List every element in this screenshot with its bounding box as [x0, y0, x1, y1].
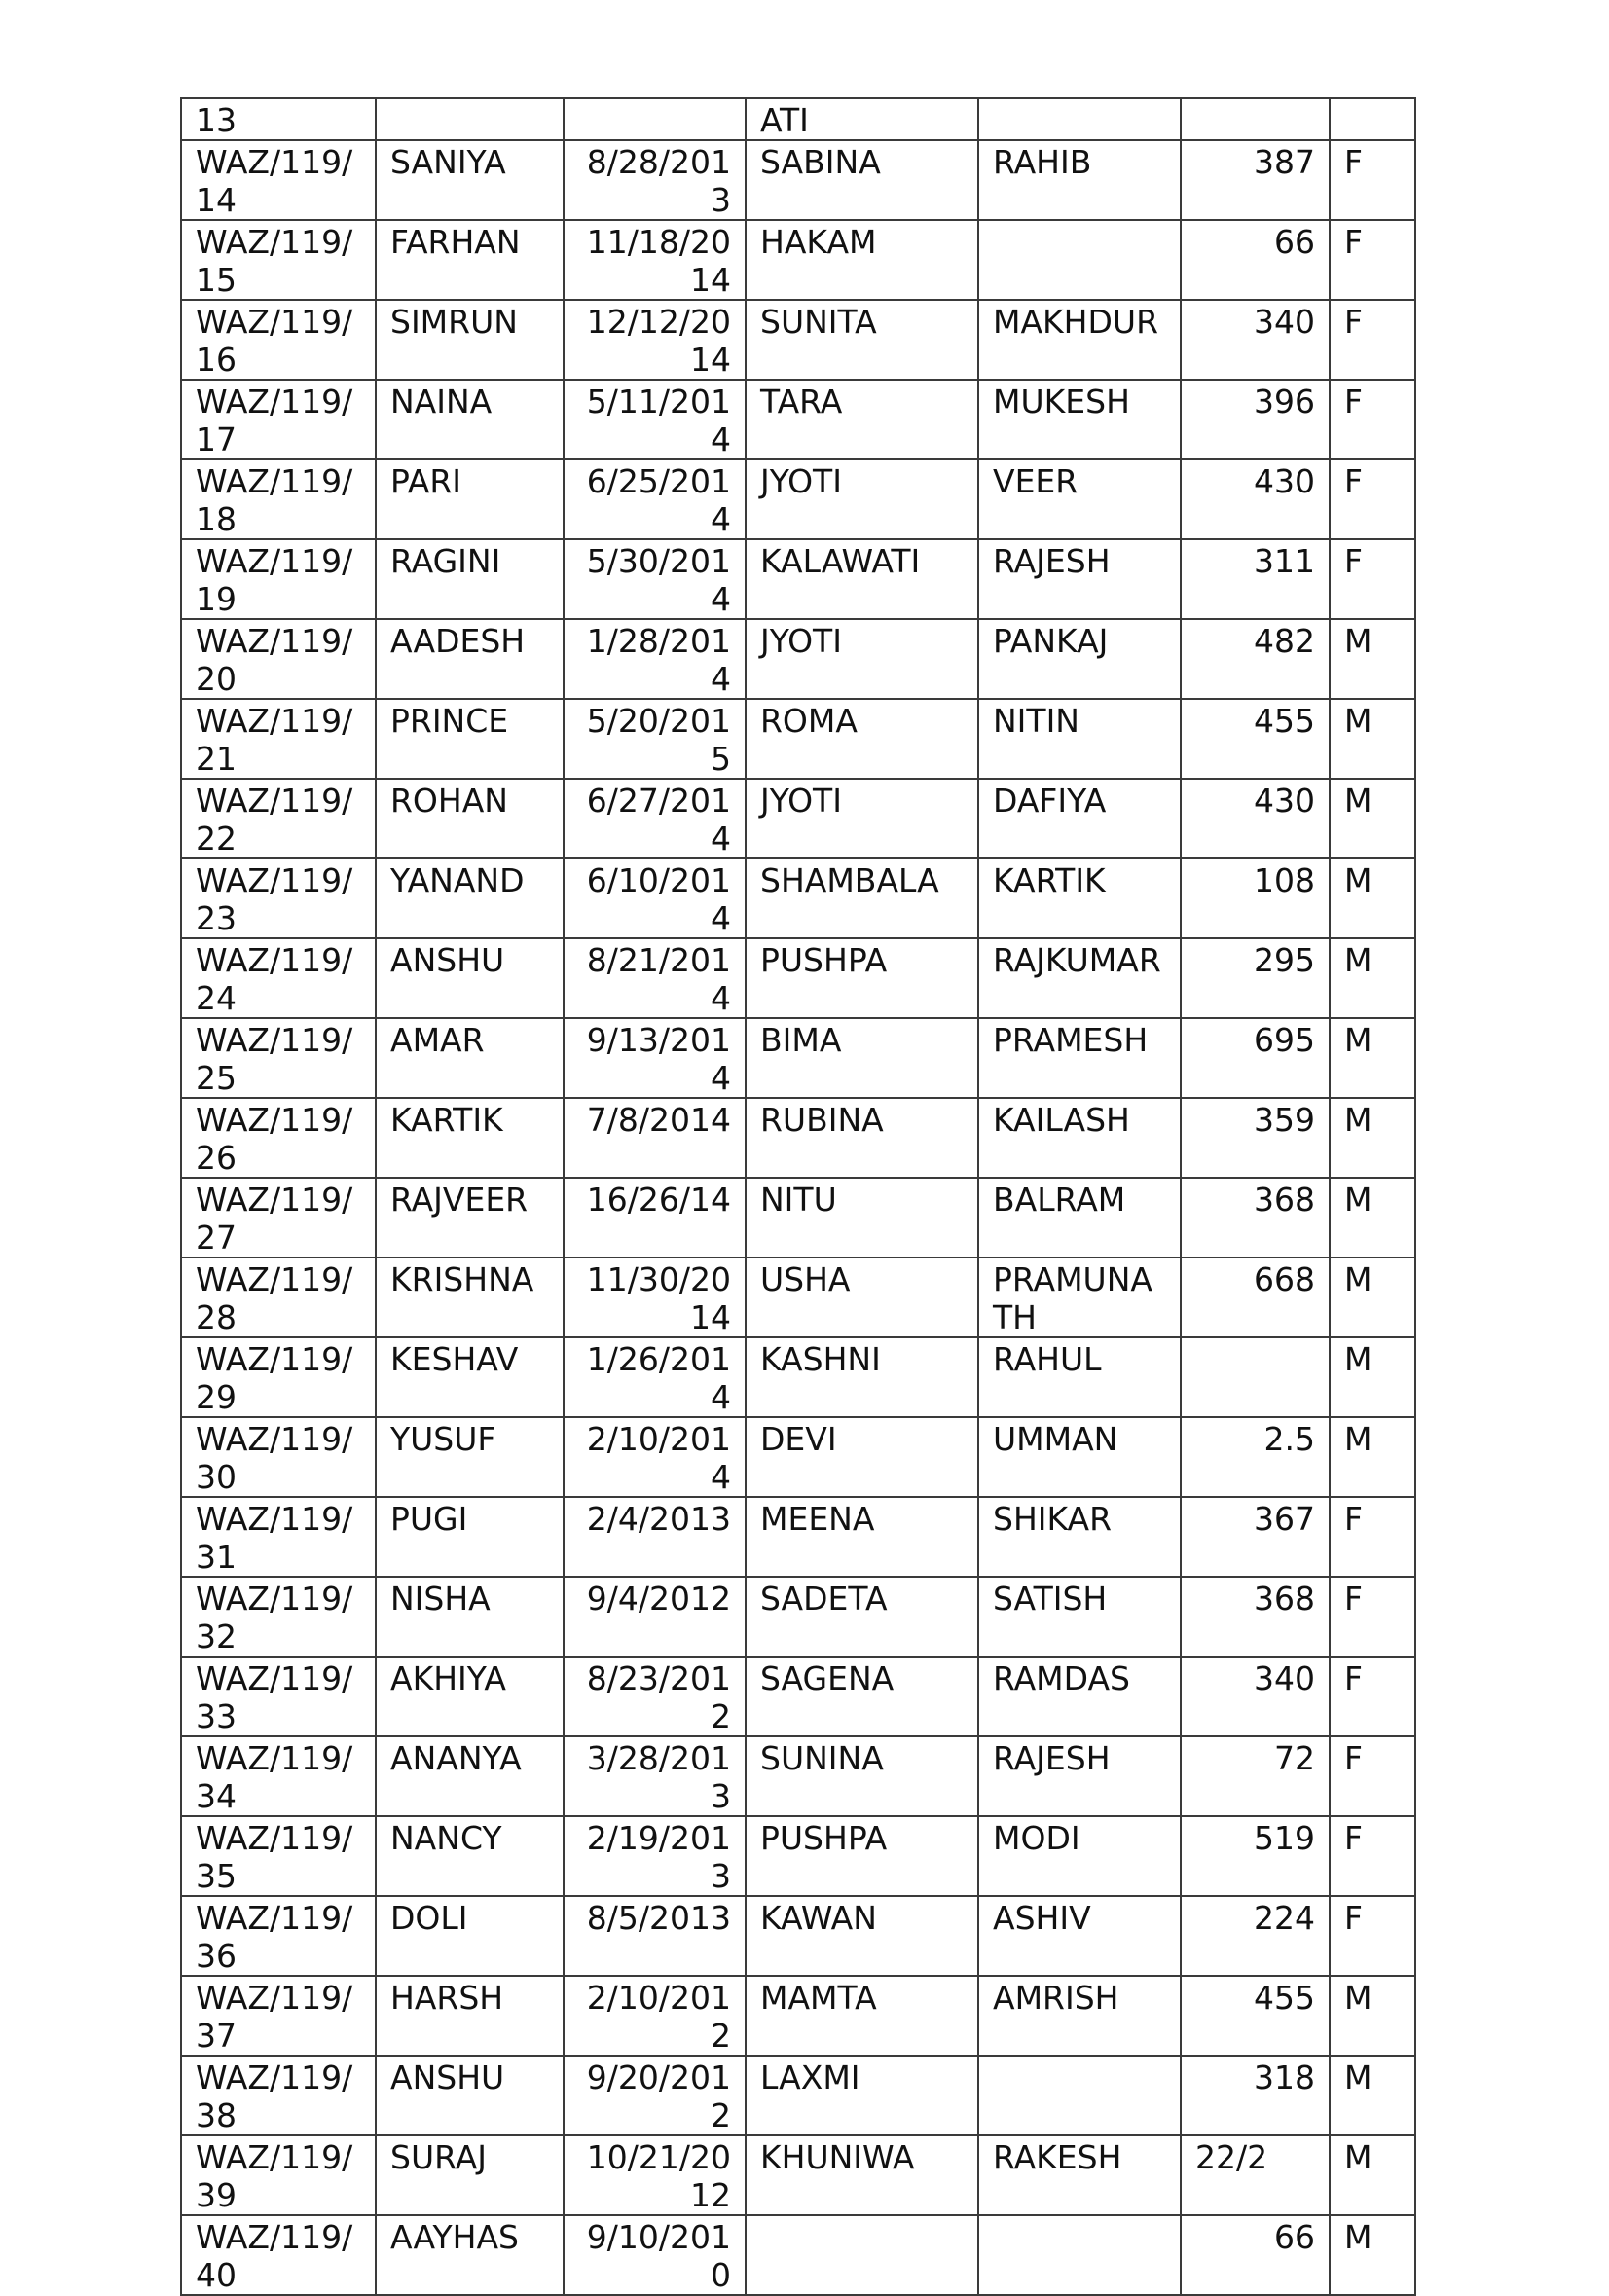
cell-mother: HAKAM — [746, 220, 978, 300]
cell-father: UMMAN — [978, 1417, 1181, 1497]
table-row — [181, 1577, 1415, 1657]
cell-id: WAZ/119/18 — [181, 459, 376, 539]
cell-father: PRAMUNATH — [978, 1257, 1181, 1337]
cell-id: WAZ/119/31 — [181, 1497, 376, 1577]
cell-value: 318 — [1181, 2056, 1330, 2135]
cell-id: WAZ/119/25 — [181, 1018, 376, 1098]
cell-dob: 1/28/2014 — [564, 619, 746, 699]
cell-dob: 12/12/2014 — [564, 300, 746, 380]
cell-value: 430 — [1181, 779, 1330, 858]
cell-mother: MAMTA — [746, 1976, 978, 2056]
cell-dob: 2/19/2013 — [564, 1816, 746, 1896]
cell-mother: SADETA — [746, 1577, 978, 1657]
cell-gender: M — [1330, 1337, 1415, 1417]
cell-gender: M — [1330, 1976, 1415, 2056]
cell-name: NISHA — [376, 1577, 564, 1657]
cell-father: KAILASH — [978, 1098, 1181, 1178]
table-row — [181, 1976, 1415, 2056]
table-row — [181, 779, 1415, 858]
cell-dob: 1/26/2014 — [564, 1337, 746, 1417]
cell-name: AADESH — [376, 619, 564, 699]
cell-name: PRINCE — [376, 699, 564, 779]
cell-father: MODI — [978, 1816, 1181, 1896]
cell-gender: M — [1330, 2135, 1415, 2215]
cell-id: WAZ/119/38 — [181, 2056, 376, 2135]
cell-dob: 2/4/2013 — [564, 1497, 746, 1577]
cell-father: RAKESH — [978, 2135, 1181, 2215]
cell-mother: KAWAN — [746, 1896, 978, 1976]
cell-gender: M — [1330, 2215, 1415, 2295]
cell-id: WAZ/119/16 — [181, 300, 376, 380]
cell-id: WAZ/119/20 — [181, 619, 376, 699]
cell-gender: M — [1330, 1178, 1415, 1257]
table-row — [181, 1257, 1415, 1337]
cell-father: RAJKUMAR — [978, 938, 1181, 1018]
cell-value: 72 — [1181, 1736, 1330, 1816]
cell-name: KESHAV — [376, 1337, 564, 1417]
cell-father: PANKAJ — [978, 619, 1181, 699]
cell-father: SHIKAR — [978, 1497, 1181, 1577]
cell-father: SATISH — [978, 1577, 1181, 1657]
table-row — [181, 1337, 1415, 1417]
cell-id: WAZ/119/28 — [181, 1257, 376, 1337]
cell-dob: 2/10/2014 — [564, 1417, 746, 1497]
cell-name: YANAND — [376, 858, 564, 938]
cell-id: WAZ/119/35 — [181, 1816, 376, 1896]
cell-gender: F — [1330, 140, 1415, 220]
cell-dob: 10/21/2012 — [564, 2135, 746, 2215]
cell-gender: M — [1330, 1257, 1415, 1337]
cell-gender: F — [1330, 1896, 1415, 1976]
table-row — [181, 140, 1415, 220]
cell-id: WAZ/119/39 — [181, 2135, 376, 2215]
table-row — [181, 619, 1415, 699]
cell-dob: 9/4/2012 — [564, 1577, 746, 1657]
table-row — [181, 1417, 1415, 1497]
cell-father: RAMDAS — [978, 1657, 1181, 1736]
cell-name: DOLI — [376, 1896, 564, 1976]
cell-value: 22/2 — [1181, 2135, 1330, 2215]
cell-father: DAFIYA — [978, 779, 1181, 858]
cell-value: 482 — [1181, 619, 1330, 699]
cell-name: SURAJ — [376, 2135, 564, 2215]
cell-value: 367 — [1181, 1497, 1330, 1577]
cell-dob: 5/11/2014 — [564, 380, 746, 459]
cell-mother: BIMA — [746, 1018, 978, 1098]
cell-value: 224 — [1181, 1896, 1330, 1976]
cell-dob: 3/28/2013 — [564, 1736, 746, 1816]
cell-dob: 6/25/2014 — [564, 459, 746, 539]
cell-dob: 8/23/2012 — [564, 1657, 746, 1736]
cell-mother: RUBINA — [746, 1098, 978, 1178]
table-row — [181, 1657, 1415, 1736]
cell-id: WAZ/119/24 — [181, 938, 376, 1018]
cell-mother: PUSHPA — [746, 1816, 978, 1896]
cell-father: KARTIK — [978, 858, 1181, 938]
cell-dob: 9/13/2014 — [564, 1018, 746, 1098]
cell-name: NAINA — [376, 380, 564, 459]
cell-gender: F — [1330, 220, 1415, 300]
cell-value: 455 — [1181, 699, 1330, 779]
cell-mother: KHUNIWA — [746, 2135, 978, 2215]
table-row — [181, 380, 1415, 459]
cell-id: WAZ/119/27 — [181, 1178, 376, 1257]
cell-value: 387 — [1181, 140, 1330, 220]
cell-name: AMAR — [376, 1018, 564, 1098]
cell-mother: ATI — [746, 98, 978, 140]
cell-id: WAZ/119/34 — [181, 1736, 376, 1816]
cell-father — [978, 98, 1181, 140]
table-row — [181, 699, 1415, 779]
cell-gender: F — [1330, 1577, 1415, 1657]
cell-gender: F — [1330, 539, 1415, 619]
cell-father: ASHIV — [978, 1896, 1181, 1976]
cell-dob — [564, 98, 746, 140]
cell-dob: 2/10/2012 — [564, 1976, 746, 2056]
cell-gender — [1330, 98, 1415, 140]
cell-id: WAZ/119/36 — [181, 1896, 376, 1976]
cell-gender: F — [1330, 459, 1415, 539]
cell-father: MUKESH — [978, 380, 1181, 459]
cell-mother: ROMA — [746, 699, 978, 779]
cell-id: WAZ/119/14 — [181, 140, 376, 220]
cell-name: NANCY — [376, 1816, 564, 1896]
cell-value: 668 — [1181, 1257, 1330, 1337]
cell-mother: DEVI — [746, 1417, 978, 1497]
table-row — [181, 1098, 1415, 1178]
table-row — [181, 539, 1415, 619]
table-row — [181, 2056, 1415, 2135]
cell-id: WAZ/119/32 — [181, 1577, 376, 1657]
cell-id: WAZ/119/26 — [181, 1098, 376, 1178]
cell-name: ANANYA — [376, 1736, 564, 1816]
cell-name: ROHAN — [376, 779, 564, 858]
cell-name: FARHAN — [376, 220, 564, 300]
table-row — [181, 1736, 1415, 1816]
cell-value — [1181, 1337, 1330, 1417]
table-row — [181, 1178, 1415, 1257]
cell-gender: M — [1330, 1018, 1415, 1098]
register-table — [180, 97, 1416, 2296]
cell-dob: 8/5/2013 — [564, 1896, 746, 1976]
cell-name: KARTIK — [376, 1098, 564, 1178]
cell-mother: JYOTI — [746, 459, 978, 539]
table-row — [181, 2135, 1415, 2215]
table-row — [181, 1018, 1415, 1098]
cell-name: ANSHU — [376, 2056, 564, 2135]
cell-id: WAZ/119/15 — [181, 220, 376, 300]
cell-id: WAZ/119/29 — [181, 1337, 376, 1417]
cell-id: WAZ/119/40 — [181, 2215, 376, 2295]
cell-gender: F — [1330, 380, 1415, 459]
cell-name: ANSHU — [376, 938, 564, 1018]
cell-value: 368 — [1181, 1178, 1330, 1257]
cell-id: 13 — [181, 98, 376, 140]
cell-dob: 11/18/2014 — [564, 220, 746, 300]
cell-father: VEER — [978, 459, 1181, 539]
table-row — [181, 98, 1415, 140]
cell-value: 340 — [1181, 1657, 1330, 1736]
cell-value: 66 — [1181, 2215, 1330, 2295]
cell-father — [978, 2056, 1181, 2135]
cell-dob: 6/27/2014 — [564, 779, 746, 858]
table-row — [181, 1497, 1415, 1577]
cell-mother: JYOTI — [746, 619, 978, 699]
cell-name: PARI — [376, 459, 564, 539]
cell-gender: M — [1330, 2056, 1415, 2135]
cell-id: WAZ/119/17 — [181, 380, 376, 459]
cell-father: RAJESH — [978, 1736, 1181, 1816]
cell-value: 396 — [1181, 380, 1330, 459]
cell-id: WAZ/119/37 — [181, 1976, 376, 2056]
cell-value: 695 — [1181, 1018, 1330, 1098]
table-row — [181, 938, 1415, 1018]
cell-name: AKHIYA — [376, 1657, 564, 1736]
cell-dob: 5/30/2014 — [564, 539, 746, 619]
cell-dob: 16/26/14 — [564, 1178, 746, 1257]
cell-name: SIMRUN — [376, 300, 564, 380]
cell-mother: TARA — [746, 380, 978, 459]
cell-dob: 8/28/2013 — [564, 140, 746, 220]
cell-father — [978, 2215, 1181, 2295]
cell-value: 2.5 — [1181, 1417, 1330, 1497]
cell-gender: F — [1330, 1497, 1415, 1577]
cell-value: 430 — [1181, 459, 1330, 539]
table-row — [181, 1816, 1415, 1896]
cell-mother — [746, 2215, 978, 2295]
cell-gender: M — [1330, 858, 1415, 938]
cell-mother: NITU — [746, 1178, 978, 1257]
cell-father: RAHIB — [978, 140, 1181, 220]
cell-name: YUSUF — [376, 1417, 564, 1497]
cell-id: WAZ/119/19 — [181, 539, 376, 619]
cell-name: KRISHNA — [376, 1257, 564, 1337]
cell-gender: M — [1330, 779, 1415, 858]
cell-gender: F — [1330, 300, 1415, 380]
cell-id: WAZ/119/30 — [181, 1417, 376, 1497]
cell-father: RAJESH — [978, 539, 1181, 619]
cell-gender: F — [1330, 1736, 1415, 1816]
cell-father: RAHUL — [978, 1337, 1181, 1417]
cell-dob: 9/10/2010 — [564, 2215, 746, 2295]
cell-father — [978, 220, 1181, 300]
cell-name: AAYHAS — [376, 2215, 564, 2295]
cell-value: 340 — [1181, 300, 1330, 380]
cell-gender: M — [1330, 1098, 1415, 1178]
cell-mother: KASHNI — [746, 1337, 978, 1417]
cell-mother: SABINA — [746, 140, 978, 220]
cell-mother: USHA — [746, 1257, 978, 1337]
table-row — [181, 220, 1415, 300]
cell-mother: MEENA — [746, 1497, 978, 1577]
cell-value: 66 — [1181, 220, 1330, 300]
cell-name: HARSH — [376, 1976, 564, 2056]
cell-mother: KALAWATI — [746, 539, 978, 619]
cell-gender: M — [1330, 1417, 1415, 1497]
cell-value: 311 — [1181, 539, 1330, 619]
cell-dob: 7/8/2014 — [564, 1098, 746, 1178]
cell-name: PUGI — [376, 1497, 564, 1577]
table-row — [181, 1896, 1415, 1976]
table-row — [181, 858, 1415, 938]
cell-name — [376, 98, 564, 140]
table-row — [181, 300, 1415, 380]
cell-father: PRAMESH — [978, 1018, 1181, 1098]
cell-mother: SUNITA — [746, 300, 978, 380]
cell-value: 368 — [1181, 1577, 1330, 1657]
cell-value: 455 — [1181, 1976, 1330, 2056]
cell-id: WAZ/119/33 — [181, 1657, 376, 1736]
register-body — [181, 98, 1415, 2295]
cell-father: MAKHDUR — [978, 300, 1181, 380]
cell-father: BALRAM — [978, 1178, 1181, 1257]
cell-dob: 8/21/2014 — [564, 938, 746, 1018]
cell-dob: 11/30/2014 — [564, 1257, 746, 1337]
cell-value: 108 — [1181, 858, 1330, 938]
cell-dob: 9/20/2012 — [564, 2056, 746, 2135]
cell-name: RAJVEER — [376, 1178, 564, 1257]
cell-name: RAGINI — [376, 539, 564, 619]
cell-mother: PUSHPA — [746, 938, 978, 1018]
cell-id: WAZ/119/21 — [181, 699, 376, 779]
cell-id: WAZ/119/23 — [181, 858, 376, 938]
cell-gender: M — [1330, 619, 1415, 699]
cell-mother: LAXMI — [746, 2056, 978, 2135]
cell-gender: M — [1330, 699, 1415, 779]
cell-mother: SUNINA — [746, 1736, 978, 1816]
cell-value: 295 — [1181, 938, 1330, 1018]
table-row — [181, 459, 1415, 539]
cell-value: 359 — [1181, 1098, 1330, 1178]
cell-gender: F — [1330, 1657, 1415, 1736]
cell-mother: SAGENA — [746, 1657, 978, 1736]
cell-value — [1181, 98, 1330, 140]
cell-father: AMRISH — [978, 1976, 1181, 2056]
cell-gender: M — [1330, 938, 1415, 1018]
cell-id: WAZ/119/22 — [181, 779, 376, 858]
cell-value: 519 — [1181, 1816, 1330, 1896]
table-row — [181, 2215, 1415, 2295]
cell-dob: 5/20/2015 — [564, 699, 746, 779]
cell-name: SANIYA — [376, 140, 564, 220]
cell-mother: SHAMBALA — [746, 858, 978, 938]
cell-father: NITIN — [978, 699, 1181, 779]
cell-gender: F — [1330, 1816, 1415, 1896]
cell-dob: 6/10/2014 — [564, 858, 746, 938]
cell-mother: JYOTI — [746, 779, 978, 858]
